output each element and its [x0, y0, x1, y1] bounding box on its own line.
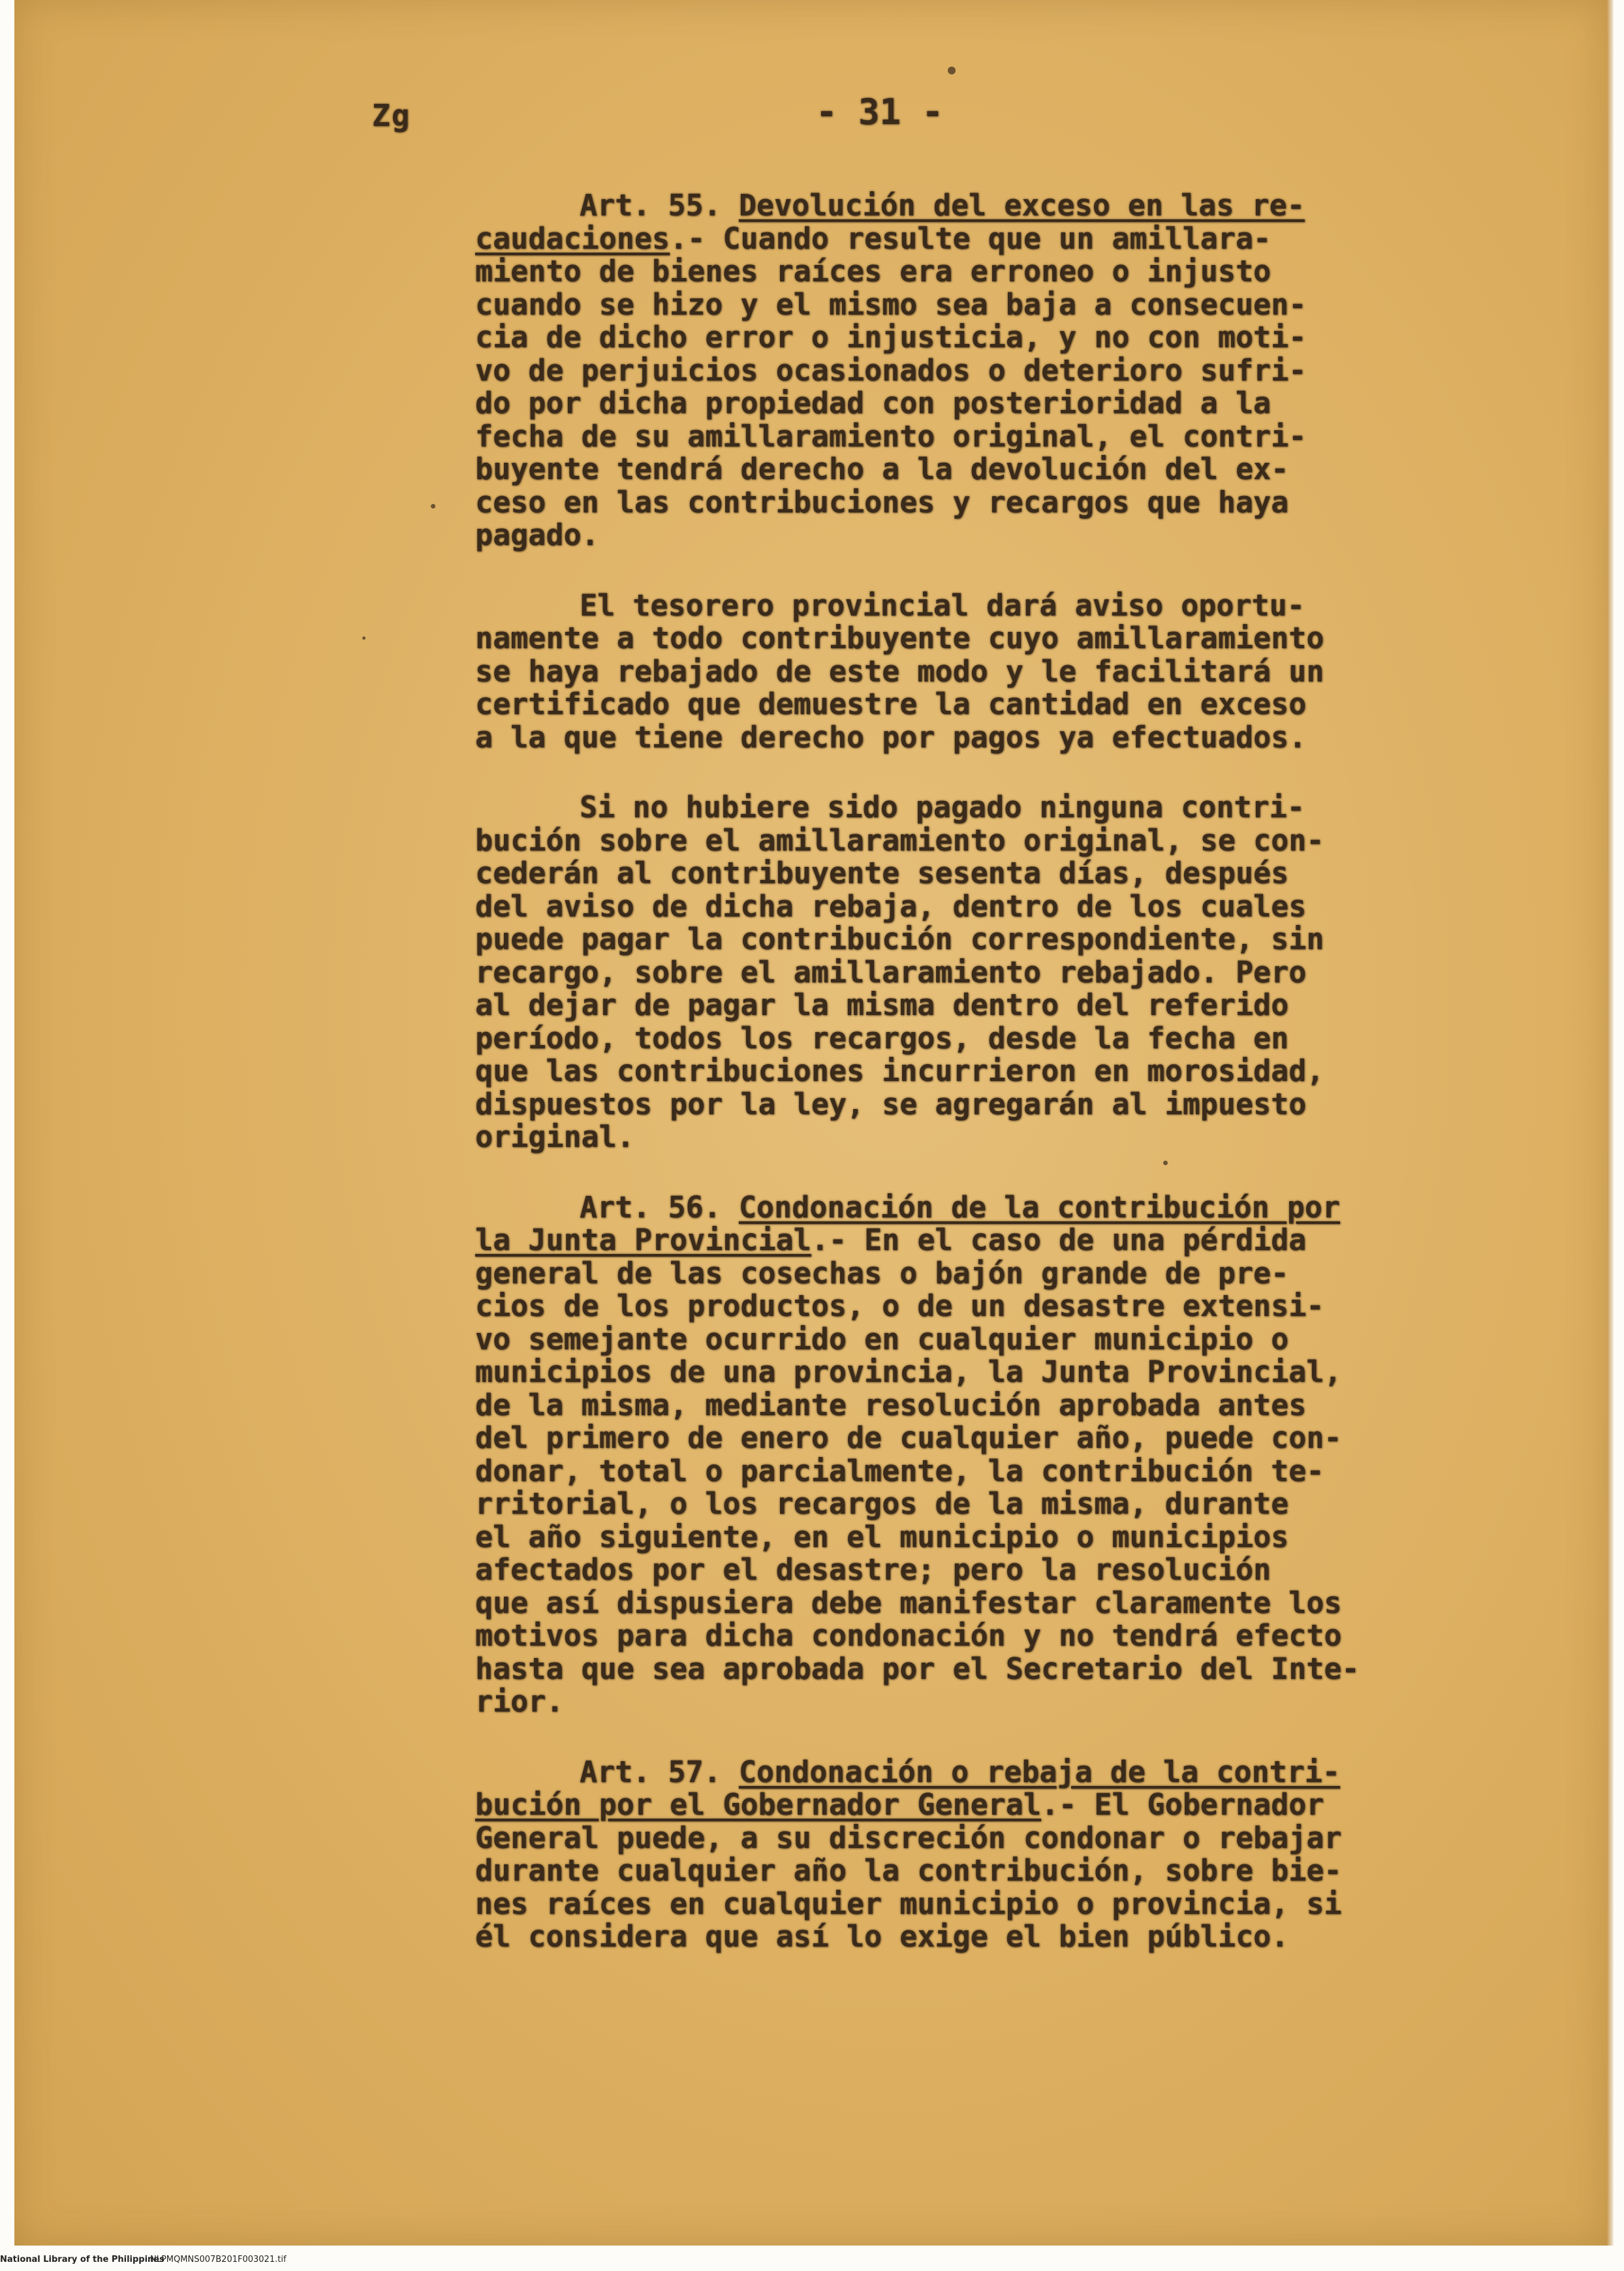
line-text: que las contribuciones incurrieron en morosidad, — [475, 1054, 1324, 1088]
line-text: afectados por el desastre; pero la resolución — [475, 1552, 1272, 1587]
text-line — [475, 923, 1467, 956]
text-line — [475, 189, 1467, 223]
text-line — [475, 688, 1467, 721]
text-line — [475, 721, 1467, 755]
text-line — [475, 956, 1467, 990]
text-line — [475, 655, 1467, 689]
line-text: original. — [475, 1120, 634, 1154]
article-heading: bución por el Gobernador General — [475, 1787, 1041, 1822]
text-line — [475, 1488, 1467, 1521]
text-line — [475, 1257, 1467, 1291]
ink-speck — [948, 67, 956, 74]
ink-speck — [362, 636, 366, 640]
text-line — [475, 1389, 1467, 1422]
typist-initials: Zg — [372, 98, 411, 133]
text-line — [475, 1191, 1467, 1225]
line-text: municipios de una provincia, la Junta Provincial, — [475, 1355, 1342, 1389]
paragraph — [475, 589, 1467, 755]
scan-footer — [0, 2253, 1624, 2266]
text-line — [475, 1224, 1467, 1257]
text-line — [475, 354, 1467, 388]
text-line — [475, 1920, 1467, 1954]
text-line — [475, 223, 1467, 256]
line-text: período, todos los recargos, desde la fecha en — [475, 1020, 1289, 1056]
paragraph-gap — [475, 1719, 1467, 1756]
article-heading: caudaciones — [475, 221, 670, 256]
line-text: .- En el caso de una pérdida — [811, 1223, 1307, 1257]
line-text: al dejar de pagar la misma dentro del referido — [475, 988, 1289, 1022]
ink-speck — [1163, 1161, 1168, 1165]
text-line — [475, 1822, 1467, 1855]
article-heading: Devolución del exceso en las re- — [738, 188, 1305, 223]
line-text: del aviso de dicha rebaja, dentro de los cuales — [475, 888, 1307, 924]
article-heading: la Junta Provincial — [475, 1223, 811, 1257]
text-line — [475, 1323, 1467, 1356]
text-line — [475, 1554, 1467, 1587]
article-heading: Condonación o rebaja de la contri- — [738, 1754, 1340, 1789]
line-text: cederán al contribuyente sesenta días, después — [475, 856, 1289, 890]
line-text: nes raíces en cualquier municipio o provincia, si — [475, 1886, 1342, 1921]
line-text: motivos para dicha condonación y no tendrá efecto — [475, 1618, 1342, 1653]
sheet-edge — [1607, 0, 1614, 2246]
line-text: de la misma, mediante resolución aprobada antes — [475, 1387, 1307, 1422]
line-text: él considera que así lo exige el bien público. — [475, 1919, 1289, 1954]
text-line — [475, 1121, 1467, 1154]
text-line — [475, 1088, 1467, 1121]
article-heading: Condonación de la contribución por — [738, 1189, 1340, 1225]
line-text: ceso en las contribuciones y recargos que haya — [475, 484, 1289, 520]
line-text: .- Cuando resulte que un amillara- — [670, 221, 1272, 256]
text-line — [475, 1620, 1467, 1653]
line-text: Si no hubiere sido pagado ninguna contri- — [580, 790, 1305, 824]
text-line — [475, 289, 1467, 322]
line-text: rior. — [475, 1684, 564, 1719]
text-line — [475, 1455, 1467, 1488]
text-line — [475, 453, 1467, 486]
paragraph — [475, 1756, 1467, 1954]
line-text: miento de bienes raíces era erroneo o injusto — [475, 254, 1272, 289]
line-text: buyente tendrá derecho a la devolución del ex- — [475, 452, 1289, 486]
line-text: general de las cosechas o bajón grande de pre- — [475, 1255, 1289, 1291]
text-line — [475, 1055, 1467, 1088]
text-line — [475, 824, 1467, 858]
line-text: donar, total o parcialmente, la contribución te- — [475, 1453, 1324, 1488]
paragraph — [475, 791, 1467, 1154]
line-text: bución sobre el amillaramiento original, se con- — [475, 822, 1324, 858]
text-line — [475, 1888, 1467, 1921]
document-body — [475, 189, 1467, 1954]
text-line — [475, 589, 1467, 623]
text-line — [475, 519, 1467, 552]
line-text: durante cualquier año la contribución, sobre bie- — [475, 1853, 1342, 1888]
paragraph — [475, 1191, 1467, 1719]
text-line — [475, 255, 1467, 289]
text-line — [475, 1855, 1467, 1888]
line-text: do por dicha propiedad con posterioridad a la — [475, 386, 1272, 420]
line-text: dispuestos por la ley, se agregarán al impuesto — [475, 1086, 1307, 1121]
text-line — [475, 890, 1467, 924]
line-text: vo de perjuicios ocasionados o deterioro sufri- — [475, 352, 1307, 388]
line-text: pagado. — [475, 518, 599, 552]
ink-speck — [431, 504, 435, 509]
line-text: del primero de enero de cualquier año, puede con- — [475, 1420, 1342, 1455]
line-text: cuando se hizo y el mismo sea baja a consecuen- — [475, 287, 1307, 322]
text-line — [475, 1756, 1467, 1789]
line-text: Art. 55. — [580, 188, 739, 223]
text-line — [475, 1685, 1467, 1719]
line-text: se haya rebajado de este modo y le facilitará un — [475, 653, 1324, 689]
text-line — [475, 1290, 1467, 1323]
line-text: certificado que demuestre la cantidad en exceso — [475, 687, 1307, 721]
text-line — [475, 857, 1467, 890]
text-line — [475, 1422, 1467, 1455]
line-text: .- El Gobernador — [1040, 1787, 1324, 1822]
line-text: namente a todo contribuyente cuyo amillaramiento — [475, 621, 1324, 655]
text-line — [475, 622, 1467, 655]
paragraph-gap — [475, 1154, 1467, 1191]
text-line — [475, 1789, 1467, 1822]
paragraph-gap — [475, 552, 1467, 589]
line-text: vo semejante ocurrido en cualquier municipio o — [475, 1321, 1289, 1356]
text-line — [475, 1587, 1467, 1620]
text-line — [475, 420, 1467, 454]
paragraph — [475, 189, 1467, 552]
text-line — [475, 486, 1467, 520]
text-line — [475, 321, 1467, 354]
text-line — [475, 1521, 1467, 1554]
text-line — [475, 1356, 1467, 1389]
line-text: rritorial, o los recargos de la misma, durante — [475, 1486, 1289, 1521]
line-text: recargo, sobre el amillaramiento rebajado. Pero — [475, 954, 1307, 990]
line-text: Art. 56. — [580, 1189, 739, 1225]
file-reference: NLPMQMNS007B201F003021.tif — [150, 2255, 287, 2264]
line-text: cia de dicho error o injusticia, y no con moti- — [475, 320, 1307, 354]
text-line — [475, 1653, 1467, 1686]
text-line — [475, 1022, 1467, 1056]
line-text: cios de los productos, o de un desastre extensi- — [475, 1289, 1324, 1323]
line-text: hasta que sea aprobada por el Secretario del Inte- — [475, 1651, 1360, 1686]
line-text: fecha de su amillaramiento original, el contri- — [475, 418, 1307, 454]
paragraph-gap — [475, 754, 1467, 791]
page-number: - 31 - — [816, 91, 944, 133]
line-text: el año siguiente, en el municipio o municipios — [475, 1519, 1289, 1554]
text-line — [475, 791, 1467, 824]
text-line — [475, 989, 1467, 1022]
library-credit: National Library of the Philippines — [0, 2255, 164, 2264]
line-text: a la que tiene derecho por pagos ya efectuados. — [475, 719, 1307, 755]
line-text: Art. 57. — [580, 1754, 739, 1789]
line-text: puede pagar la contribución correspondiente, sin — [475, 922, 1324, 956]
text-line — [475, 387, 1467, 420]
line-text: que así dispusiera debe manifestar claramente los — [475, 1585, 1342, 1620]
line-text: El tesorero provincial dará aviso oportu- — [580, 587, 1305, 623]
line-text: General puede, a su discreción condonar o rebajar — [475, 1820, 1342, 1855]
